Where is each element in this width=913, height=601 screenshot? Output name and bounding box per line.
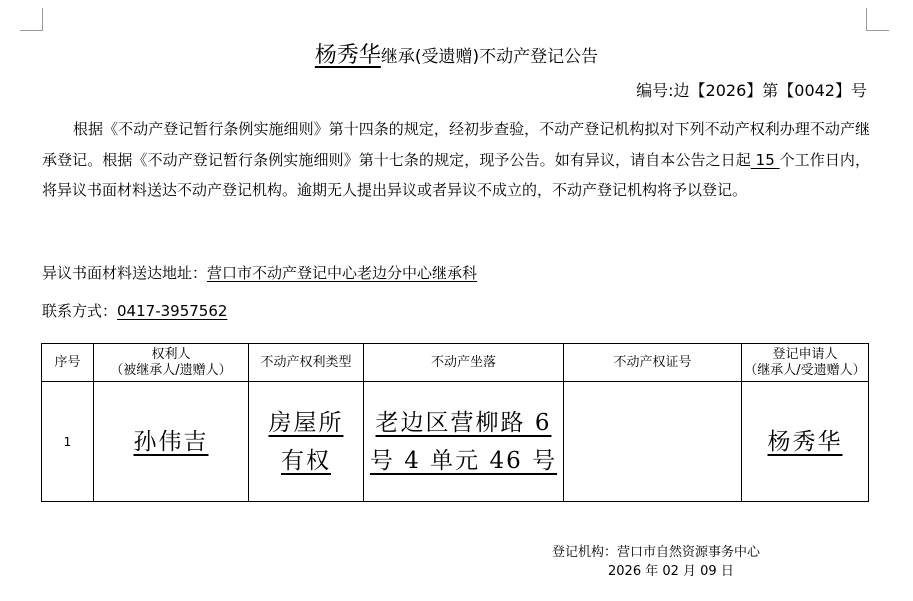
table-header-row — [42, 344, 869, 382]
contact-phone: 0417-3957562 — [117, 302, 228, 320]
title-applicant-name: 杨秀华 — [314, 43, 381, 68]
objection-address-value: 营口市不动产登记中心老边分中心继承科 — [207, 264, 478, 282]
contact-label: 联系方式： — [42, 302, 118, 320]
crop-mark-top-right — [866, 8, 889, 31]
header-holder: 权利人 （被继承人/遗赠人） — [94, 344, 249, 382]
crop-mark-top-left — [20, 8, 43, 31]
cell-cert-no — [564, 382, 742, 502]
header-seq: 序号 — [42, 344, 94, 382]
header-right-type: 不动产权利类型 — [249, 344, 364, 382]
cell-seq: 1 — [42, 382, 94, 502]
table-row — [42, 382, 869, 502]
right-type-line-1: 房屋所 — [268, 409, 344, 436]
right-type-line-2: 有权 — [281, 447, 331, 474]
applicant-name: 杨秀华 — [767, 428, 843, 455]
title-text: 继承(受遗赠)不动产登记公告 — [380, 47, 599, 67]
document-number: 编号:边【2026】第【0042】号 — [636, 81, 867, 100]
location-line-2: 号 4 单元 46 号 — [369, 447, 558, 474]
paragraph-part-1: 根据《不动产登记暂行条例实施细则》第十四条的规定，经初步查验，不动产登记机构拟对下列不动产权利办理不动产继承登记。根据《不动产登记暂行条例实施细则》第十七条的规定，现予公告。如有异议，请自本公告之日起 — [42, 120, 870, 169]
header-location: 不动产坐落 — [364, 344, 564, 382]
notice-title — [0, 38, 913, 69]
cell-right-type — [249, 382, 364, 502]
cell-applicant — [742, 382, 869, 502]
registration-authority: 登记机构：营口市自然资源事务中心 — [552, 545, 761, 560]
registration-table — [41, 343, 869, 502]
objection-days: 15 — [750, 150, 780, 169]
contact-line — [42, 300, 227, 321]
location-line-1: 老边区营柳路 6 — [375, 409, 552, 436]
header-applicant: 登记申请人 （继承人/受遗赠人） — [742, 344, 869, 382]
cell-holder — [94, 382, 249, 502]
header-cert-no: 不动产权证号 — [564, 344, 742, 382]
objection-address-label: 异议书面材料送达地址： — [42, 264, 208, 282]
holder-name: 孙伟吉 — [133, 428, 209, 455]
notice-paragraph — [42, 114, 870, 206]
cell-location — [364, 382, 564, 502]
paragraph-part-2: 个工作日内，将异议书面材料送达不动产登记机构。逾期无人提出异议或者异议不成立的，不动产登记机构将予以登记。 — [42, 150, 870, 199]
notice-date: 2026 年 02 月 09 日 — [608, 564, 734, 579]
objection-address-line — [42, 262, 477, 283]
